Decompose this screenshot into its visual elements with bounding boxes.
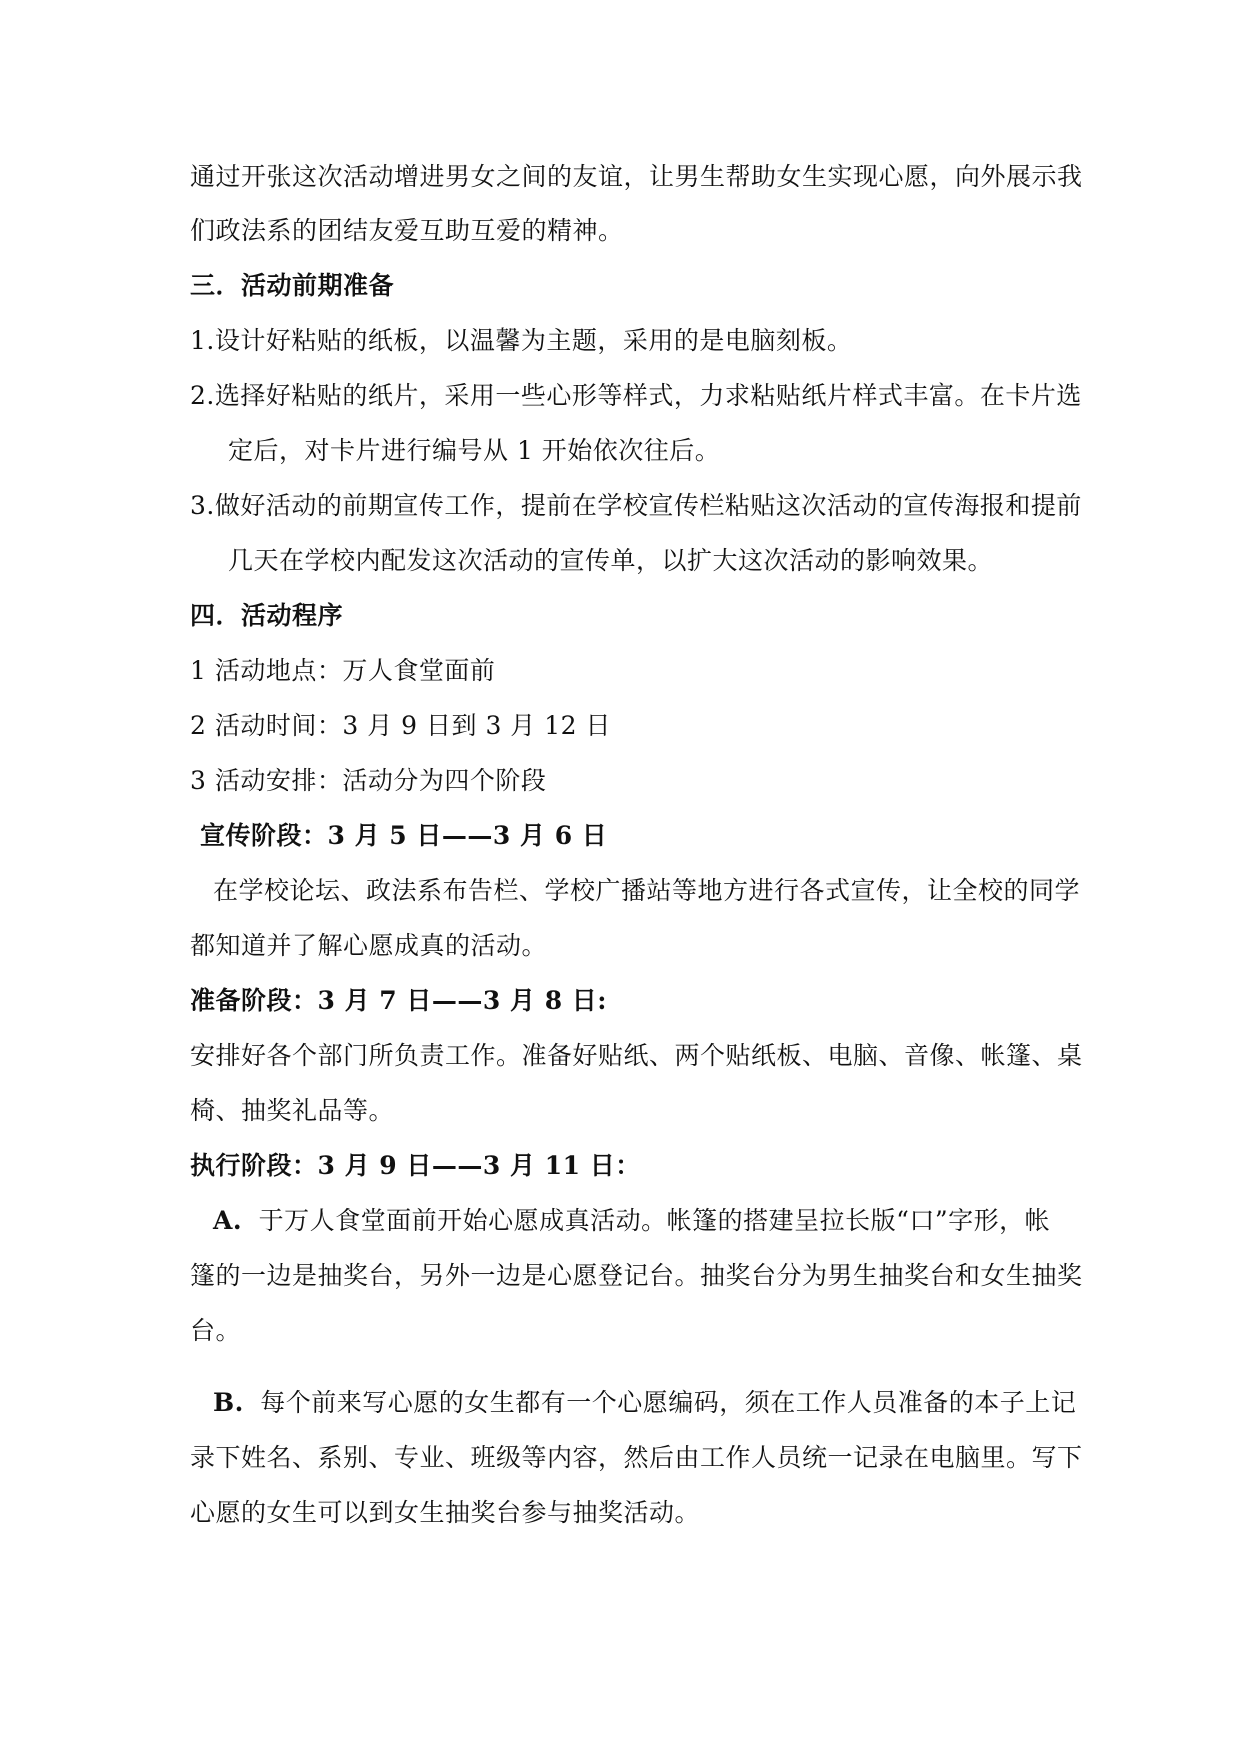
exec-item-a-label: A. xyxy=(213,1206,243,1235)
exec-item-a-line-1 xyxy=(213,1205,1050,1237)
exec-item-b-label: B. xyxy=(213,1388,244,1417)
section-3-item-1: 1.设计好粘贴的纸板，以温馨为主题，采用的是电脑刻板。 xyxy=(190,326,853,355)
section-4-heading: 四．活动程序 xyxy=(190,601,344,630)
exec-item-b-text: 每个前来写心愿的女生都有一个心愿编码，须在工作人员准备的本子上记 xyxy=(260,1388,1077,1417)
prep-stage-line-1: 安排好各个部门所负责工作。准备好贴纸、两个贴纸板、电脑、音像、帐篷、桌 xyxy=(190,1041,1083,1070)
intro-line-1: 通过开张这次活动增进男女之间的友谊，让男生帮助女生实现心愿，向外展示我 xyxy=(190,162,1083,191)
activity-time: 2 活动时间：3 月 9 日到 3 月 12 日 xyxy=(190,711,612,740)
publicity-stage-line-1: 在学校论坛、政法系布告栏、学校广播站等地方进行各式宣传，让全校的同学 xyxy=(213,876,1081,905)
section-3-heading: 三．活动前期准备 xyxy=(190,271,395,300)
exec-stage-heading: 执行阶段：3 月 9 日——3 月 11 日： xyxy=(190,1151,641,1180)
section-3-item-3-line-2: 几天在学校内配发这次活动的宣传单，以扩大这次活动的影响效果。 xyxy=(228,546,994,575)
section-3-item-2-line-1: 2.选择好粘贴的纸片，采用一些心形等样式，力求粘贴纸片样式丰富。在卡片选 xyxy=(190,381,1082,410)
activity-location: 1 活动地点：万人食堂面前 xyxy=(190,656,496,685)
section-3-item-3-line-1: 3.做好活动的前期宣传工作，提前在学校宣传栏粘贴这次活动的宣传海报和提前 xyxy=(190,491,1082,520)
activity-arrangement: 3 活动安排：活动分为四个阶段 xyxy=(190,766,547,795)
exec-item-a-line-3: 台。 xyxy=(190,1316,242,1345)
exec-item-b-line-2: 录下姓名、系别、专业、班级等内容，然后由工作人员统一记录在电脑里。写下 xyxy=(190,1443,1083,1472)
intro-line-2: 们政法系的团结友爱互助互爱的精神。 xyxy=(190,216,624,245)
exec-item-a-text: 于万人食堂面前开始心愿成真活动。帐篷的搭建呈拉长版“口”字形，帐 xyxy=(258,1206,1051,1235)
section-3-item-2-line-2: 定后，对卡片进行编号从 1 开始依次往后。 xyxy=(228,436,721,465)
exec-item-a-line-2: 篷的一边是抽奖台，另外一边是心愿登记台。抽奖台分为男生抽奖台和女生抽奖 xyxy=(190,1261,1083,1290)
exec-item-b-line-3: 心愿的女生可以到女生抽奖台参与抽奖活动。 xyxy=(190,1498,701,1527)
prep-stage-line-2: 椅、抽奖礼品等。 xyxy=(190,1096,395,1125)
publicity-stage-line-2: 都知道并了解心愿成真的活动。 xyxy=(190,931,548,960)
prep-stage-heading: 准备阶段：3 月 7 日——3 月 8 日: xyxy=(190,986,608,1015)
exec-item-b-line-1 xyxy=(213,1387,1076,1419)
publicity-stage-heading: 宣传阶段：3 月 5 日——3 月 6 日 xyxy=(200,821,608,850)
